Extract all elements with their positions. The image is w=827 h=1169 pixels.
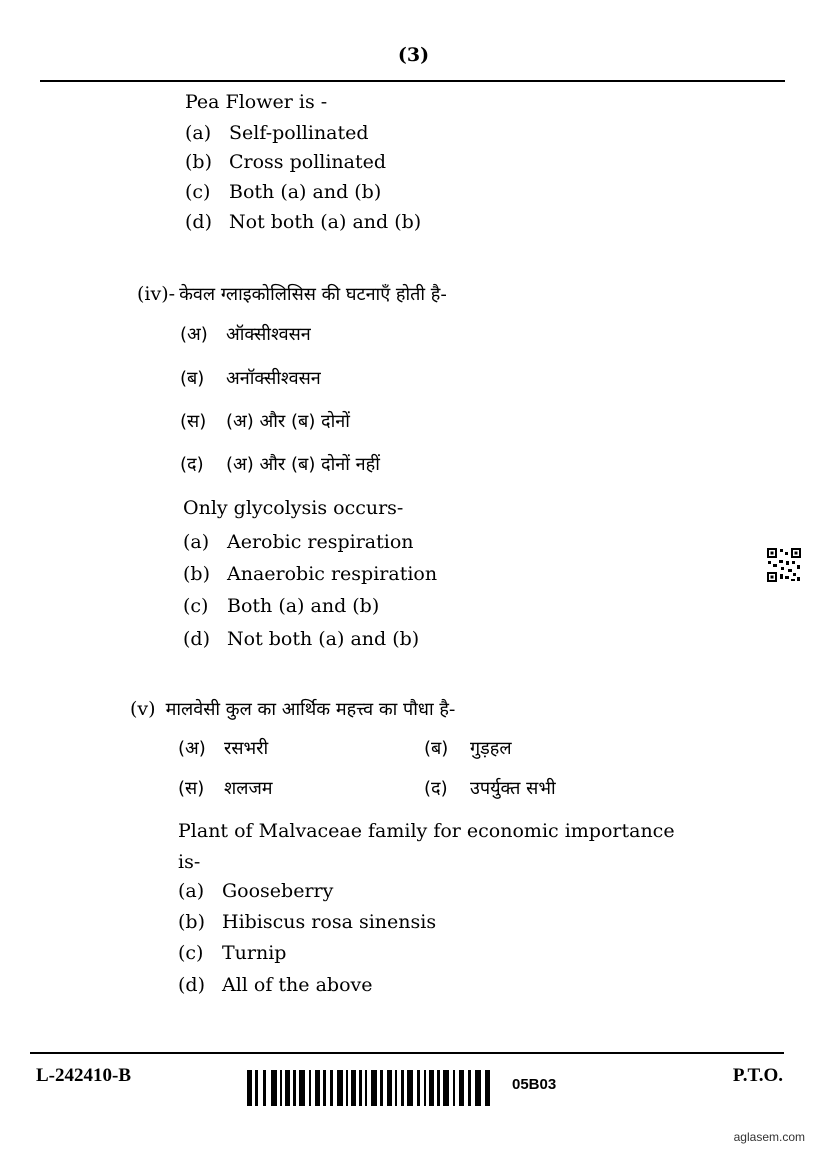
q5-option-a: (a) Gooseberry bbox=[178, 880, 334, 902]
q5-hindi-option-d: (द) उपर्युक्त सभी bbox=[424, 778, 556, 799]
q5-option-b: (b) Hibiscus rosa sinensis bbox=[178, 911, 437, 933]
q4-hindi-option-d: (द) (अ) और (ब) दोनों नहीं bbox=[180, 454, 380, 475]
q5-option-d: (d) All of the above bbox=[178, 974, 373, 996]
q5-english-stem-line1: Plant of Malvaceae family for economic importance bbox=[178, 820, 675, 842]
q4-option-b: (b) Anaerobic respiration bbox=[183, 563, 438, 585]
q4-number: (iv)- bbox=[137, 283, 176, 305]
q4-english-stem: Only glycolysis occurs- bbox=[183, 497, 404, 519]
header-rule bbox=[40, 80, 785, 82]
q4-hindi-option-a: (अ) ऑक्सीश्वसन bbox=[180, 324, 311, 345]
pto-label: P.T.O. bbox=[732, 1065, 783, 1086]
watermark: aglasem.com bbox=[733, 1130, 805, 1144]
q5-hindi-option-a: (अ) रसभरी bbox=[178, 738, 269, 759]
q3-english-stem: Pea Flower is - bbox=[185, 91, 328, 113]
footer-rule bbox=[30, 1052, 784, 1054]
q3-option-b: (b) Cross pollinated bbox=[185, 151, 387, 173]
paper-code: L-242410-B bbox=[36, 1065, 131, 1086]
q3-option-c: (c) Both (a) and (b) bbox=[185, 181, 382, 203]
q5-hindi-stem: (v) मालवेसी कुल का आर्थिक महत्त्व का पौधा है- bbox=[130, 698, 456, 720]
page-number: (3) bbox=[397, 44, 430, 66]
qr-code-icon bbox=[766, 547, 802, 583]
q4-hindi-stem: (iv)- केवल ग्लाइकोलिसिस की घटनाएँ होती है- bbox=[137, 283, 447, 305]
q5-hindi-option-b: (ब) गुड़हल bbox=[424, 738, 512, 759]
set-code: 05B03 bbox=[512, 1076, 557, 1093]
q3-option-d: (d) Not both (a) and (b) bbox=[185, 211, 422, 233]
barcode-icon bbox=[247, 1070, 492, 1106]
q4-hindi-option-b: (ब) अनॉक्सीश्वसन bbox=[180, 368, 321, 389]
q4-hindi-option-c: (स) (अ) और (ब) दोनों bbox=[180, 411, 350, 432]
q5-english-stem-line2: is- bbox=[178, 851, 201, 873]
q5-number: (v) bbox=[130, 698, 156, 720]
q5-hindi-option-c: (स) शलजम bbox=[178, 778, 273, 799]
q4-option-a: (a) Aerobic respiration bbox=[183, 531, 414, 553]
q3-option-a: (a) Self-pollinated bbox=[185, 122, 369, 144]
q4-option-c: (c) Both (a) and (b) bbox=[183, 595, 380, 617]
q5-option-c: (c) Turnip bbox=[178, 942, 287, 964]
q4-option-d: (d) Not both (a) and (b) bbox=[183, 628, 420, 650]
